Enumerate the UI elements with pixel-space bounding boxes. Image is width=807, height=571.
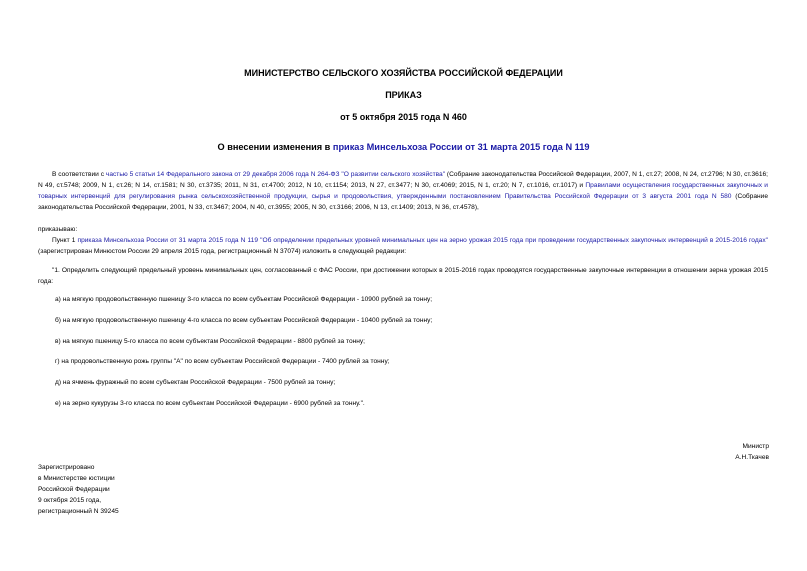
quote-intro-paragraph: "1. Определить следующий предельный уровень минимальных цен, согласованный с ФАС России, при достижении которых в 2015-2016 годах проводятся государственные закупочные интервенции в отношении зерна урожая 2015 года: [38,267,768,285]
point1-text-2: (зарегистрирован Минюстом России 29 апреля 2015 года, регистрационный N 37074) изложить в следующей редакции: [38,248,407,255]
preamble-text-3: (Собрание законодательства Российской Федерации, 2001, N 33, ст.3467; 2004, N 40, ст.3955; 2005, N 30, ст.3166; 2006, N 13, ст.1409; 2013, N 36, ст.4578), [38,193,769,211]
list-item: г) на продовольственную рожь группы "А" по всем субъектам Российской Федерации - 7400 рублей за тонну; [55,358,390,365]
preamble-text-2: (Собрание законодательства Российской Федерации, 2007, N 1, ст.27; 2008, N 24, ст.2796; N 30, ст.3616; N 49, ст.5748; 2009, N 1, ст.26; N 14, ст.1581; N 30, ст.3735; 2011, N 31, ст.4700; 2012, N 10, ст.1154; 2013, N 27, ст.3477; N 30, ст.4069; 2015, N 1, ст.20; N 7, ст.1016, ст.1017) и [38,171,769,189]
list-item: б) на мягкую продовольственную пшеницу 4-го класса по всем субъектам Российской Федерации - 10400 рублей за тонну; [55,317,433,324]
registration-block [38,462,119,517]
title-prefix: О внесении изменения в [217,142,333,152]
signatory-name: А.Н.Ткачев [735,454,769,461]
list-item: е) на зерно кукурузы 3-го класса по всем субъектам Российской Федерации - 6900 рублей за тонну.". [55,400,365,407]
amended-order-link[interactable]: приказ Минсельхоза России от 31 марта 2015 года N 119 [332,142,590,152]
registration-line: Российской Федерации [38,486,110,493]
point1-text-1: Пункт 1 [52,237,78,244]
federal-law-link[interactable]: частью 5 статьи 14 Федерального закона от 29 декабря 2006 года N 264-ФЗ "О развитии сельского хозяйства" [105,171,446,178]
signatory-position: Министр [742,443,769,450]
document-date-number: от 5 октября 2015 года N 460 [340,112,467,122]
order-119-link[interactable]: приказа Минсельхоза России от 31 марта 2015 года N 119 "Об определении предельных уровней минимальных цен на зерно урожая 2015 года при проведении государственных закупочных интервенций в 2015-2016 годах" [77,237,768,244]
point1-paragraph [38,235,768,257]
registration-line: 9 октября 2015 года, [38,497,102,504]
preamble-text-1: В соответствии с [52,171,106,178]
ministry-heading: МИНИСТЕРСТВО СЕЛЬСКОГО ХОЗЯЙСТВА РОССИЙСКОЙ ФЕДЕРАЦИИ [244,68,563,78]
list-item: а) на мягкую продовольственную пшеницу 3-го класса по всем субъектам Российской Федерации - 10900 рублей за тонну; [55,296,433,303]
signature-block [735,441,769,463]
list-item: в) на мягкую пшеницу 5-го класса по всем субъектам Российской Федерации - 8800 рублей за тонну; [55,338,366,345]
list-item: д) на ячмень фуражный по всем субъектам Российской Федерации - 7500 рублей за тонну; [55,379,336,386]
registration-line: регистрационный N 39245 [38,508,119,515]
document-type: ПРИКАЗ [385,90,422,100]
intervention-rules-link[interactable]: Правилами осуществления государственных закупочных и товарных интервенций для регулирования рынка сельскохозяйственной продукции, сырья и продовольствия, утвержденными постановлением Правительства Российской Федерации от 3 августа 2001 года N 580 [38,182,768,200]
registration-line: Зарегистрировано [38,464,95,471]
registration-line: в Министерстве юстиции [38,475,115,482]
order-word: приказываю: [38,226,78,233]
preamble-paragraph [38,169,768,213]
document-title [0,142,807,152]
